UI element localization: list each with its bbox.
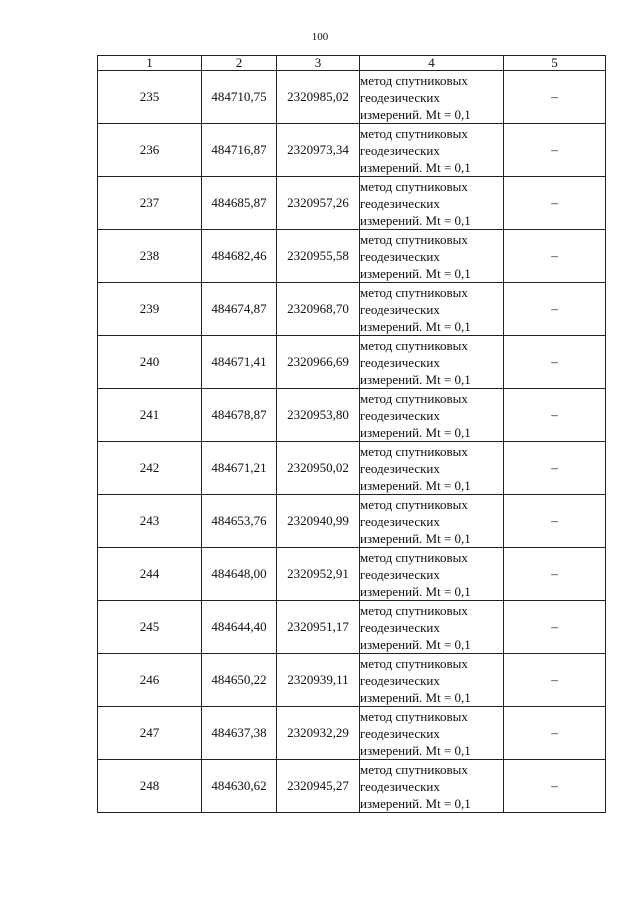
coordinate-x: 484653,76 [202,495,277,548]
column-header-5: 5 [504,56,606,71]
method-line: геодезических [360,460,440,476]
column-header-3: 3 [277,56,360,71]
method-line: геодезических [360,142,440,158]
method-line: измерений. Mt = 0,1 [360,371,471,387]
method-line: геодезических [360,513,440,529]
measurement-method [360,177,504,230]
coordinate-y: 2320939,11 [277,654,360,707]
point-number: 240 [98,336,202,389]
method-line: метод спутниковых [360,708,468,724]
table-row [98,548,606,601]
point-number: 239 [98,283,202,336]
method-line: метод спутниковых [360,549,468,565]
method-line: геодезических [360,195,440,211]
column-header-4: 4 [360,56,504,71]
method-line: измерений. Mt = 0,1 [360,477,471,493]
method-line: измерений. Mt = 0,1 [360,689,471,705]
coordinate-y: 2320955,58 [277,230,360,283]
table-body [98,71,606,813]
measurement-method [360,230,504,283]
page-number: 100 [311,31,329,43]
point-number: 237 [98,177,202,230]
measurement-method [360,601,504,654]
measurement-method [360,654,504,707]
note-dash: – [504,601,606,654]
point-number: 241 [98,389,202,442]
coordinate-x: 484650,22 [202,654,277,707]
note-dash: – [504,124,606,177]
coordinate-x: 484637,38 [202,707,277,760]
method-line: геодезических [360,89,440,105]
coordinate-y: 2320985,02 [277,71,360,124]
point-number: 248 [98,760,202,813]
table-row [98,177,606,230]
coordinate-y: 2320966,69 [277,336,360,389]
point-number: 243 [98,495,202,548]
note-dash: – [504,548,606,601]
method-line: геодезических [360,778,440,794]
point-number: 238 [98,230,202,283]
table-row [98,389,606,442]
table-header-row [98,56,606,71]
point-number: 247 [98,707,202,760]
coordinate-x: 484678,87 [202,389,277,442]
coordinate-x: 484685,87 [202,177,277,230]
method-line: геодезических [360,248,440,264]
note-dash: – [504,389,606,442]
coordinate-y: 2320952,91 [277,548,360,601]
table-row [98,442,606,495]
coordinate-y: 2320953,80 [277,389,360,442]
method-line: геодезических [360,301,440,317]
method-line: метод спутниковых [360,390,468,406]
method-line: метод спутниковых [360,655,468,671]
method-line: метод спутниковых [360,602,468,618]
method-line: геодезических [360,566,440,582]
method-line: измерений. Mt = 0,1 [360,212,471,228]
method-line: геодезических [360,619,440,635]
method-line: измерений. Mt = 0,1 [360,742,471,758]
method-line: геодезических [360,354,440,370]
point-number: 245 [98,601,202,654]
note-dash: – [504,283,606,336]
note-dash: – [504,654,606,707]
note-dash: – [504,177,606,230]
method-line: метод спутниковых [360,231,468,247]
coordinate-y: 2320940,99 [277,495,360,548]
note-dash: – [504,760,606,813]
coordinate-y: 2320950,02 [277,442,360,495]
coordinate-y: 2320957,26 [277,177,360,230]
coordinate-x: 484682,46 [202,230,277,283]
coordinate-y: 2320973,34 [277,124,360,177]
coordinates-table [97,55,606,813]
table-row [98,654,606,707]
column-header-2: 2 [202,56,277,71]
note-dash: – [504,230,606,283]
method-line: геодезических [360,407,440,423]
measurement-method [360,389,504,442]
column-header-1: 1 [98,56,202,71]
method-line: измерений. Mt = 0,1 [360,265,471,281]
method-line: метод спутниковых [360,72,468,88]
table-row [98,495,606,548]
point-number: 246 [98,654,202,707]
method-line: измерений. Mt = 0,1 [360,106,471,122]
method-line: измерений. Mt = 0,1 [360,530,471,546]
measurement-method [360,336,504,389]
note-dash: – [504,495,606,548]
coordinate-y: 2320968,70 [277,283,360,336]
coordinate-x: 484674,87 [202,283,277,336]
method-line: метод спутниковых [360,178,468,194]
measurement-method [360,548,504,601]
method-line: измерений. Mt = 0,1 [360,318,471,334]
coordinate-x: 484716,87 [202,124,277,177]
table-row [98,336,606,389]
method-line: метод спутниковых [360,496,468,512]
note-dash: – [504,71,606,124]
note-dash: – [504,442,606,495]
method-line: метод спутниковых [360,125,468,141]
measurement-method [360,442,504,495]
method-line: измерений. Mt = 0,1 [360,795,471,811]
method-line: геодезических [360,725,440,741]
measurement-method [360,760,504,813]
table-row [98,760,606,813]
coordinate-x: 484671,41 [202,336,277,389]
method-line: метод спутниковых [360,337,468,353]
point-number: 244 [98,548,202,601]
measurement-method [360,71,504,124]
coordinate-x: 484671,21 [202,442,277,495]
method-line: измерений. Mt = 0,1 [360,636,471,652]
note-dash: – [504,707,606,760]
table-row [98,230,606,283]
coordinate-x: 484630,62 [202,760,277,813]
point-number: 236 [98,124,202,177]
measurement-method [360,495,504,548]
note-dash: – [504,336,606,389]
table-row [98,601,606,654]
point-number: 242 [98,442,202,495]
coordinate-x: 484644,40 [202,601,277,654]
table-row [98,283,606,336]
table-row [98,124,606,177]
method-line: метод спутниковых [360,761,468,777]
table-row [98,707,606,760]
method-line: геодезических [360,672,440,688]
measurement-method [360,283,504,336]
coordinate-y: 2320932,29 [277,707,360,760]
point-number: 235 [98,71,202,124]
method-line: метод спутниковых [360,284,468,300]
method-line: измерений. Mt = 0,1 [360,583,471,599]
coordinate-y: 2320945,27 [277,760,360,813]
method-line: измерений. Mt = 0,1 [360,159,471,175]
method-line: метод спутниковых [360,443,468,459]
coordinate-x: 484710,75 [202,71,277,124]
table-row [98,71,606,124]
method-line: измерений. Mt = 0,1 [360,424,471,440]
measurement-method [360,707,504,760]
measurement-method [360,124,504,177]
coordinate-x: 484648,00 [202,548,277,601]
coordinate-y: 2320951,17 [277,601,360,654]
